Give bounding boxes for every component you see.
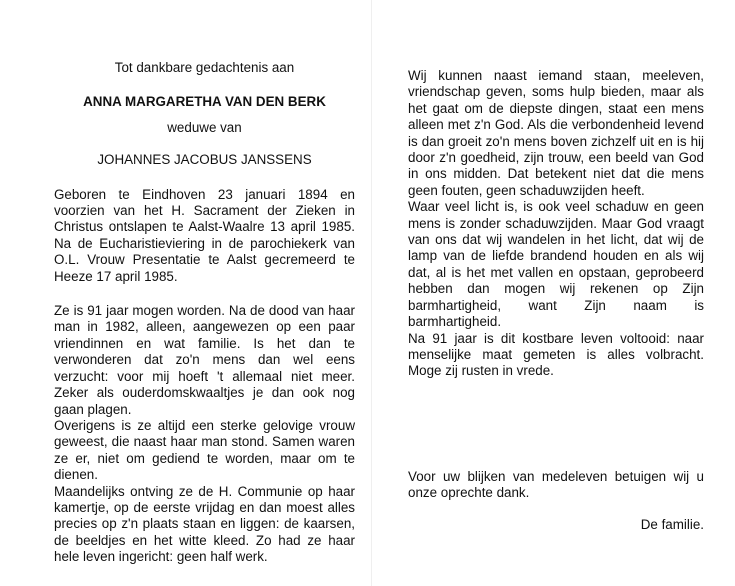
birth-death-paragraph: Geboren te Eindhoven 23 januari 1894 en voorzien van het H. Sacrament der Zieken in Christus ontslapen te Aalst-Waalre 13 april 1985. Na de Eucharistieviering in de parochiekerk van O.L. Vrouw Presentatie te Aalst gecremeerd te Heeze 17 april 1985. bbox=[54, 186, 355, 284]
life-paragraph-3: Maandelijks ontving ze de H. Communie op haar kamertje, op de eerste vrijdag en dan moest alles precies op z'n plaats staan en liggen: de kaarsen, de beeldjes en het witte kleed. Zo had ze haar hele leven ingericht: geen half werk. bbox=[54, 483, 355, 565]
relation-line: weduwe van bbox=[167, 119, 242, 135]
fold-line bbox=[371, 0, 372, 586]
reflection-paragraph-3: Na 91 jaar is dit kostbare leven voltooid: naar menselijke maat gemeten is alles volbracht. Moge zij rusten in vrede. bbox=[408, 330, 704, 379]
intro-line: Tot dankbare gedachtenis aan bbox=[114, 60, 295, 75]
right-panel bbox=[408, 68, 704, 380]
life-paragraph-2: Overigens is ze altijd een sterke gelovige vrouw geweest, die naast haar man stond. Samen waren ze er, niet om gediend te worden, maar om te dienen. bbox=[54, 417, 355, 483]
reflection-paragraph-2: Waar veel licht is, is ook veel schaduw en geen mens is zonder schaduwzijden. Maar God vraagt van ons dat wij wandelen in het licht, dat wij de lamp van de liefde brandend houden en als wij dat, al is het met vallen en opstaan, geprobeerd hebben dan mogen wij rekenen op Zijn barmhartigheid, want Zijn naam is barmhartigheid. bbox=[408, 199, 704, 330]
deceased-name: ANNA MARGARETHA VAN DEN BERK bbox=[83, 94, 326, 110]
spouse-name: JOHANNES JACOBUS JANSSENS bbox=[97, 152, 312, 168]
left-panel bbox=[54, 60, 355, 566]
reflection-paragraph-1: Wij kunnen naast iemand staan, meeleven, vriendschap geven, soms hulp bieden, maar als het gaat om de diepste dingen, staat een mens alleen met z'n God. Als die verbondenheid levend is dan groeit zo'n mens boven zichzelf uit en is hij door z'n goedheid, zijn trouw, een beeld van God in ons midden. Dat betekent niet dat die mens geen fouten, geen schaduwzijden heeft. bbox=[408, 68, 704, 198]
life-paragraph-1: Ze is 91 jaar mogen worden. Na de dood van haar man in 1982, alleen, aangewezen op een paar vriendinnen en wat familie. Is het dan te verwonderen dat zo'n mens dan wel eens verzucht: voor mij hoeft 't allemaal niet meer. Zeker als ouderdomskwaaltjes je dan ook nog gaan plagen. bbox=[54, 303, 355, 417]
thanks-line: Voor uw blijken van medeleven betuigen wij u onze oprechte dank. bbox=[408, 469, 704, 501]
family-signature: De familie. bbox=[640, 517, 704, 532]
